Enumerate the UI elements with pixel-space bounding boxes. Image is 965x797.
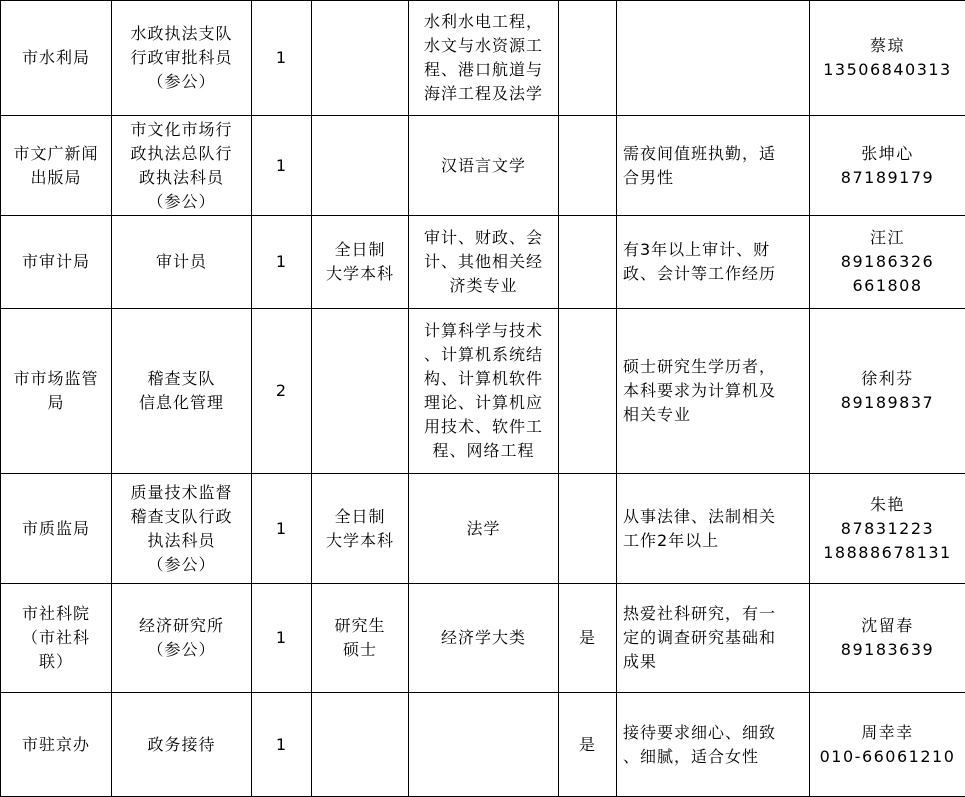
- party-cell: [559, 116, 617, 216]
- major-line: 构、计算机软件: [415, 367, 552, 391]
- major-line: 计、其他相关经: [415, 250, 552, 274]
- count-cell: [252, 116, 312, 216]
- contact-line: 89183639: [816, 638, 959, 662]
- notes-line: 合男性: [623, 166, 803, 190]
- major-line: 理论、计算机应: [415, 391, 552, 415]
- education-line: 硕士: [318, 638, 402, 662]
- party-value: 是: [565, 626, 610, 650]
- count-cell: [252, 693, 312, 797]
- count-value: 1: [258, 46, 305, 70]
- unit-cell: [1, 584, 112, 693]
- contact-cell: [810, 474, 965, 584]
- table-body: [1, 1, 965, 797]
- table-row: [1, 474, 965, 584]
- count-cell: [252, 584, 312, 693]
- major-line: 、计算机系统结: [415, 343, 552, 367]
- unit-line: 市市场监管: [7, 367, 105, 391]
- unit-cell: [1, 693, 112, 797]
- position-cell: [112, 474, 252, 584]
- table-row: [1, 309, 965, 474]
- party-cell: [559, 1, 617, 116]
- position-cell: [112, 309, 252, 474]
- major-line: 法学: [415, 517, 552, 541]
- contact-cell: [810, 116, 965, 216]
- party-cell: [559, 584, 617, 693]
- major-cell: [409, 309, 559, 474]
- major-line: 济类专业: [415, 274, 552, 298]
- position-line: （参公）: [118, 70, 245, 94]
- unit-cell: [1, 309, 112, 474]
- notes-cell: [617, 693, 810, 797]
- major-cell: [409, 474, 559, 584]
- notes-cell: [617, 309, 810, 474]
- notes-line: 相关专业: [623, 403, 803, 427]
- major-cell: [409, 584, 559, 693]
- notes-line: 、细腻，适合女性: [623, 745, 803, 769]
- position-line: 政执法科员: [118, 166, 245, 190]
- major-cell: [409, 116, 559, 216]
- position-cell: [112, 1, 252, 116]
- count-value: 1: [258, 154, 305, 178]
- position-line: （参公）: [118, 638, 245, 662]
- education-line: 大学本科: [318, 262, 402, 286]
- major-line: 经济学大类: [415, 626, 552, 650]
- unit-line: （市社科: [7, 626, 105, 650]
- count-cell: [252, 309, 312, 474]
- position-line: （参公）: [118, 190, 245, 214]
- major-cell: [409, 693, 559, 797]
- count-value: 1: [258, 733, 305, 757]
- notes-line: 定的调查研究基础和: [623, 626, 803, 650]
- notes-line: 有3年以上审计、财: [623, 238, 803, 262]
- table-row: [1, 116, 965, 216]
- notes-cell: [617, 216, 810, 309]
- count-cell: [252, 1, 312, 116]
- count-value: 1: [258, 250, 305, 274]
- contact-line: 张坤心: [816, 142, 959, 166]
- notes-line: 接待要求细心、细致: [623, 721, 803, 745]
- count-cell: [252, 216, 312, 309]
- unit-line: 联）: [7, 650, 105, 674]
- position-line: （参公）: [118, 553, 245, 577]
- count-cell: [252, 474, 312, 584]
- notes-line: 热爱社科研究，有一: [623, 602, 803, 626]
- major-line: 水利水电工程，: [415, 10, 552, 34]
- major-cell: [409, 216, 559, 309]
- major-line: 程、港口航道与: [415, 58, 552, 82]
- notes-line: 硕士研究生学历者，: [623, 355, 803, 379]
- education-line: 大学本科: [318, 529, 402, 553]
- notes-line: 成果: [623, 650, 803, 674]
- notes-line: 政、会计等工作经历: [623, 262, 803, 286]
- education-line: 全日制: [318, 505, 402, 529]
- major-line: 汉语言文学: [415, 154, 552, 178]
- count-value: 1: [258, 626, 305, 650]
- unit-line: 市驻京办: [7, 733, 105, 757]
- notes-cell: [617, 584, 810, 693]
- contact-line: 89189837: [816, 391, 959, 415]
- count-value: 1: [258, 517, 305, 541]
- unit-line: 局: [7, 391, 105, 415]
- party-value: 是: [565, 733, 610, 757]
- major-line: 用技术、软件工: [415, 415, 552, 439]
- major-cell: [409, 1, 559, 116]
- table-row: [1, 693, 965, 797]
- table-row: [1, 216, 965, 309]
- contact-line: 661808: [816, 274, 959, 298]
- position-line: 政务接待: [118, 733, 245, 757]
- position-line: 执法科员: [118, 529, 245, 553]
- position-line: 水政执法支队: [118, 22, 245, 46]
- education-cell: [312, 116, 409, 216]
- contact-line: 沈留春: [816, 614, 959, 638]
- party-cell: [559, 216, 617, 309]
- contact-line: 18888678131: [816, 541, 959, 565]
- notes-line: 本科要求为计算机及: [623, 379, 803, 403]
- contact-cell: [810, 309, 965, 474]
- notes-line: 需夜间值班执勤，适: [623, 142, 803, 166]
- position-line: 市文化市场行: [118, 118, 245, 142]
- education-cell: [312, 216, 409, 309]
- notes-cell: [617, 116, 810, 216]
- position-line: 信息化管理: [118, 391, 245, 415]
- party-cell: [559, 474, 617, 584]
- unit-line: 市水利局: [7, 46, 105, 70]
- position-line: 质量技术监督: [118, 481, 245, 505]
- table-row: [1, 1, 965, 116]
- position-cell: [112, 216, 252, 309]
- education-cell: [312, 693, 409, 797]
- unit-line: 市质监局: [7, 517, 105, 541]
- position-line: 稽查支队: [118, 367, 245, 391]
- table-row: [1, 584, 965, 693]
- major-line: 审计、财政、会: [415, 226, 552, 250]
- position-line: 审计员: [118, 250, 245, 274]
- education-cell: [312, 584, 409, 693]
- notes-cell: [617, 474, 810, 584]
- position-cell: [112, 584, 252, 693]
- contact-line: 13506840313: [816, 58, 959, 82]
- contact-line: 徐利芬: [816, 367, 959, 391]
- contact-line: 周幸幸: [816, 721, 959, 745]
- major-line: 程、网络工程: [415, 439, 552, 463]
- contact-line: 89186326: [816, 250, 959, 274]
- education-cell: [312, 474, 409, 584]
- contact-cell: [810, 693, 965, 797]
- contact-line: 87189179: [816, 166, 959, 190]
- contact-cell: [810, 584, 965, 693]
- contact-line: 87831223: [816, 517, 959, 541]
- unit-line: 出版局: [7, 166, 105, 190]
- position-line: 政执法总队行: [118, 142, 245, 166]
- count-value: 2: [258, 379, 305, 403]
- position-line: 行政审批科员: [118, 46, 245, 70]
- party-cell: [559, 693, 617, 797]
- position-cell: [112, 116, 252, 216]
- major-line: 计算科学与技术: [415, 319, 552, 343]
- unit-cell: [1, 1, 112, 116]
- education-line: 研究生: [318, 614, 402, 638]
- unit-line: 市审计局: [7, 250, 105, 274]
- party-cell: [559, 309, 617, 474]
- notes-cell: [617, 1, 810, 116]
- education-cell: [312, 1, 409, 116]
- notes-line: 从事法律、法制相关: [623, 505, 803, 529]
- unit-line: 市文广新闻: [7, 142, 105, 166]
- education-cell: [312, 309, 409, 474]
- contact-line: 010-66061210: [816, 745, 959, 769]
- contact-line: 汪江: [816, 226, 959, 250]
- unit-cell: [1, 116, 112, 216]
- major-line: 水文与水资源工: [415, 34, 552, 58]
- contact-cell: [810, 1, 965, 116]
- contact-cell: [810, 216, 965, 309]
- position-line: 稽查支队行政: [118, 505, 245, 529]
- contact-line: 朱艳: [816, 493, 959, 517]
- unit-cell: [1, 474, 112, 584]
- notes-line: 工作2年以上: [623, 529, 803, 553]
- major-line: 海洋工程及法学: [415, 82, 552, 106]
- position-line: 经济研究所: [118, 614, 245, 638]
- education-line: 全日制: [318, 238, 402, 262]
- unit-cell: [1, 216, 112, 309]
- contact-line: 蔡琼: [816, 34, 959, 58]
- unit-line: 市社科院: [7, 602, 105, 626]
- position-cell: [112, 693, 252, 797]
